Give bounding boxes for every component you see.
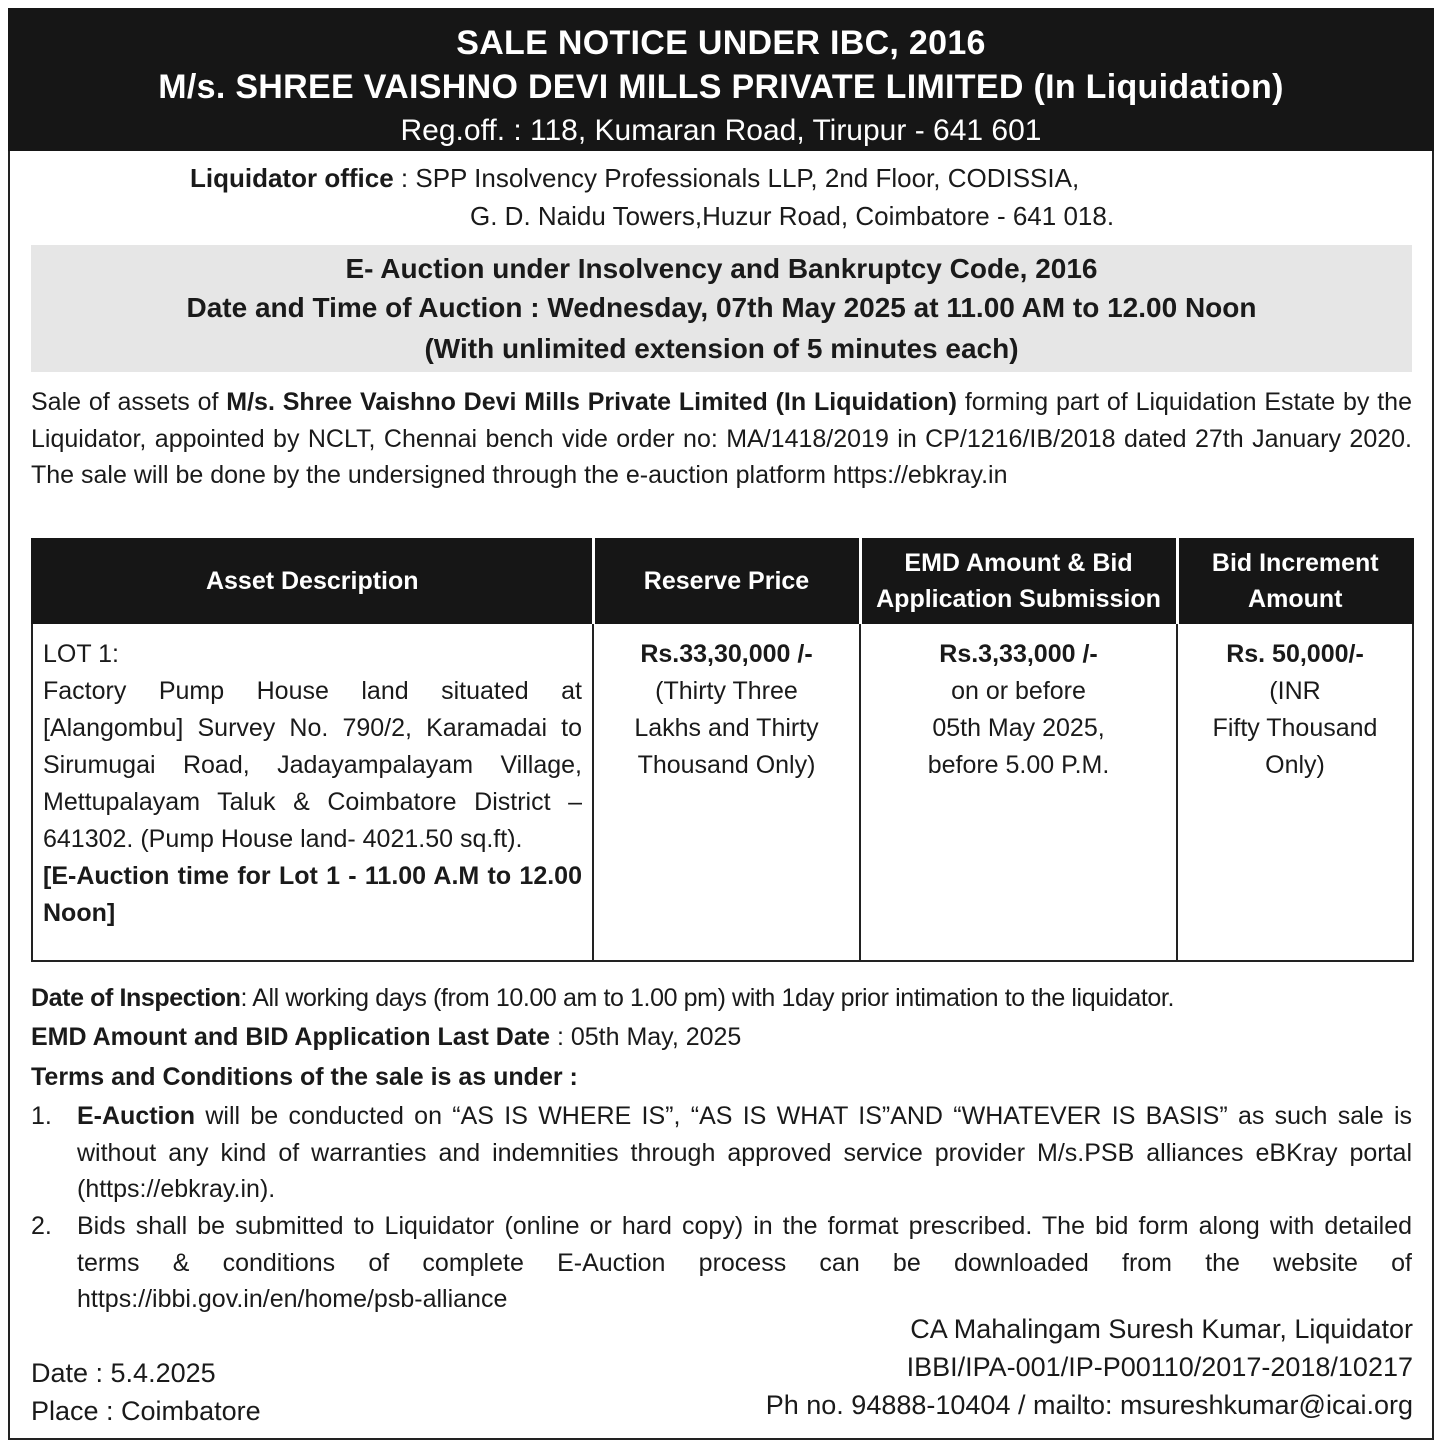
term-lead: E-Auction	[77, 1102, 196, 1130]
signatory-contact: Ph no. 94888-10404 / mailto: msureshkumar@icai.org	[765, 1390, 1413, 1420]
term-text	[77, 1098, 1412, 1208]
inspection-label: Date of Inspection	[31, 984, 241, 1012]
terms-heading-text: Terms and Conditions of the sale is as under :	[31, 1063, 578, 1091]
intro-company: M/s. Shree Vaishno Devi Mills Private Limited (In Liquidation)	[226, 388, 957, 416]
reserve-price-value: Rs.33,30,000 /-	[640, 640, 813, 668]
emd-line-3: before 5.00 P.M.	[927, 751, 1110, 779]
asset-description-cell	[32, 623, 593, 961]
auction-title: E- Auction under Insolvency and Bankruptcy Code, 2016	[345, 253, 1098, 284]
liquidator-office-line1	[190, 163, 1079, 194]
auction-banner	[31, 245, 1412, 372]
lot-auction-time: [E-Auction time for Lot 1 - 11.00 A.M to 12.00 Noon]	[43, 862, 582, 927]
terms-heading	[31, 1063, 1412, 1092]
intro-prefix: Sale of assets of	[31, 388, 227, 416]
emd-amount-cell	[860, 623, 1177, 961]
inspection-value: : All working days (from 10.00 am to 1.00 pm) with 1day prior intimation to the liquidator.	[240, 984, 1175, 1012]
header-emd-amount: EMD Amount & Bid Application Submission	[860, 539, 1177, 623]
intro-suffix: forming part of Liquidation Estate by the Liquidator, appointed by NCLT, Chennai bench vide order no: MA/1418/2019 in CP/1216/IB/2018 dated 27th January 2020. The sale will be done by the undersigned through the e-auction platform https://ebkray.in	[31, 388, 1412, 489]
registered-office: Reg.off. : 118, Kumaran Road, Tirupur - 641 601	[400, 114, 1042, 147]
bid-line-2: Fifty Thousand	[1212, 714, 1378, 742]
bid-increment-value: Rs. 50,000/-	[1226, 640, 1364, 668]
lot-description: Factory Pump House land situated at [Alangombu] Survey No. 790/2, Karamadai to Sirumugai Road, Jadayampalayam Village, Mettupalayam Taluk & Coimbatore District – 641302. (Pump House land- 4021.50 sq.ft).	[43, 677, 582, 853]
liquidator-office-address2: G. D. Naidu Towers,Huzur Road, Coimbatore - 641 018.	[470, 201, 1115, 231]
term-text: Bids shall be submitted to Liquidator (online or hard copy) in the format prescribed. The bid form along with detailed terms & conditions of complete E-Auction process can be downloaded from the website of https://ibbi.gov.in/en/home/psb-alliance	[77, 1212, 1412, 1313]
term-body: will be conducted on “AS IS WHERE IS”, “AS IS WHAT IS”AND “WHATEVER IS BASIS” as such sale is without any kind of warranties and indemnities through approved service provider M/s.PSB alliances eBKray portal (https://ebkray.in).	[77, 1102, 1412, 1203]
emd-last-date-label: EMD Amount and BID Application Last Date	[31, 1023, 550, 1051]
reserve-price-words-2: Lakhs and Thirty	[634, 714, 819, 742]
auction-extension: (With unlimited extension of 5 minutes each)	[424, 333, 1019, 364]
header-bid-increment: Bid Increment Amount	[1177, 539, 1413, 623]
notice-place: Place : Coimbatore	[31, 1396, 261, 1426]
header-asset-description: Asset Description	[32, 539, 593, 623]
list-item	[31, 1208, 1412, 1318]
lot-title: LOT 1:	[43, 640, 119, 668]
bid-increment-cell	[1177, 623, 1413, 961]
term-number: 1.	[31, 1102, 52, 1130]
reserve-price-words-3: Thousand Only)	[637, 751, 816, 779]
signatory-reg-no: IBBI/IPA-001/IP-P00110/2017-2018/10217	[906, 1352, 1413, 1382]
liquidator-office-address1: : SPP Insolvency Professionals LLP, 2nd Floor, CODISSIA,	[400, 163, 1080, 193]
emd-amount-value: Rs.3,33,000 /-	[939, 640, 1098, 668]
intro-paragraph	[31, 384, 1412, 494]
notice-date: Date : 5.4.2025	[31, 1358, 216, 1388]
reserve-price-words-1: (Thirty Three	[655, 677, 798, 705]
emd-line-2: 05th May 2025,	[932, 714, 1105, 742]
liquidator-office-label: Liquidator office	[190, 163, 394, 193]
header-reserve-price: Reserve Price	[593, 539, 860, 623]
company-name: M/s. SHREE VAISHNO DEVI MILLS PRIVATE LIMITED (In Liquidation)	[158, 68, 1284, 106]
table-row	[32, 623, 1413, 961]
asset-table	[31, 538, 1414, 962]
bid-line-1: (INR	[1269, 677, 1321, 705]
emd-line-1: on or before	[951, 677, 1086, 705]
inspection-line	[31, 984, 1412, 1013]
term-number: 2.	[31, 1212, 52, 1240]
emd-last-date-line	[31, 1023, 1412, 1052]
signatory-name: CA Mahalingam Suresh Kumar, Liquidator	[910, 1314, 1413, 1344]
asset-table-header-row	[32, 539, 1413, 623]
bid-line-3: Only)	[1265, 751, 1325, 779]
auction-date-time: Date and Time of Auction : Wednesday, 07th May 2025 at 11.00 AM to 12.00 Noon	[186, 292, 1257, 323]
list-item	[31, 1098, 1412, 1208]
notice-title: SALE NOTICE UNDER IBC, 2016	[456, 24, 986, 62]
emd-last-date-value: : 05th May, 2025	[550, 1023, 742, 1051]
notice-header	[8, 8, 1434, 151]
reserve-price-cell	[593, 623, 860, 961]
